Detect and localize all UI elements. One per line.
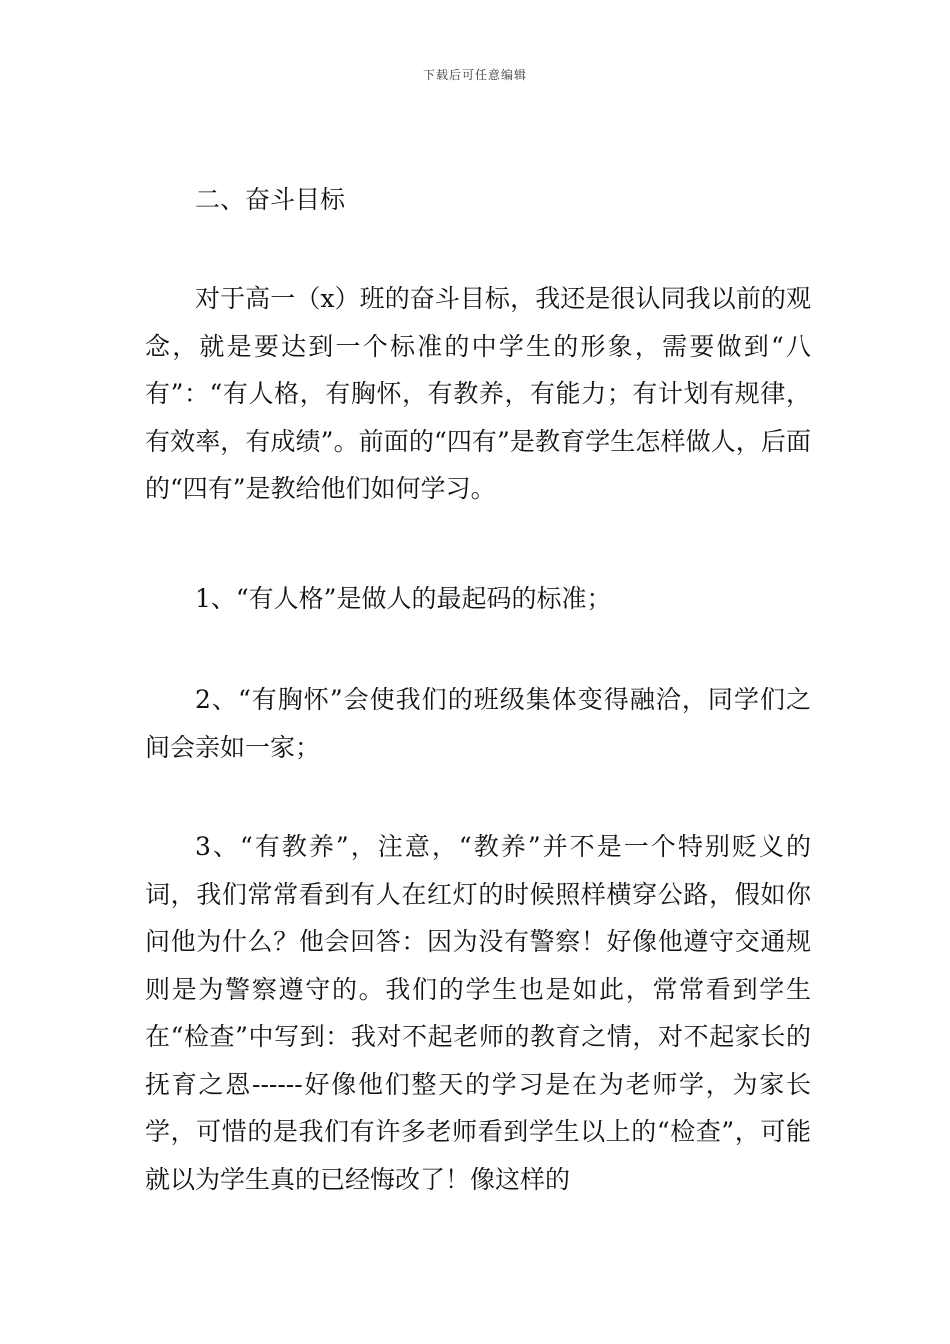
paragraph-item-3: 3、“有教养”，注意，“教养”并不是一个特别贬义的词，我们常常看到有人在红灯的时候照样横穿公路，假如你问他为什么？他会回答：因为没有警察！好像他遵守交通规则是为警察遵守的。我们的学生也是如此，常常看到学生在“检查”中写到：我对不起老师的教育之情，对不起家长的抚育之恩------好像他们整天的学习是在为老师学，为家长学，可惜的是我们有许多老师看到学生以上的“检查”，可能就以为学生真的已经悔改了！像这样的 xyxy=(145,832,811,1194)
paragraph-item-1: 1、“有人格”是做人的最起码的标准； xyxy=(195,584,612,613)
page-header-watermark: 下载后可任意编辑 xyxy=(422,68,527,82)
paragraph-intro: 对于高一（x）班的奋斗目标，我还是很认同我以前的观念，就是要达到一个标准的中学生的形象，需要做到“八有”：“有人格，有胸怀，有教养，有能力；有计划有规律，有效率，有成绩”。前面的“四有”是教育学生怎样做人，后面的“四有”是教给他们如何学习。 xyxy=(145,284,811,503)
section-heading: 二、奋斗目标 xyxy=(195,185,346,214)
paragraph-item-2: 2、“有胸怀”会使我们的班级集体变得融洽，同学们之间会亲如一家； xyxy=(145,685,811,762)
